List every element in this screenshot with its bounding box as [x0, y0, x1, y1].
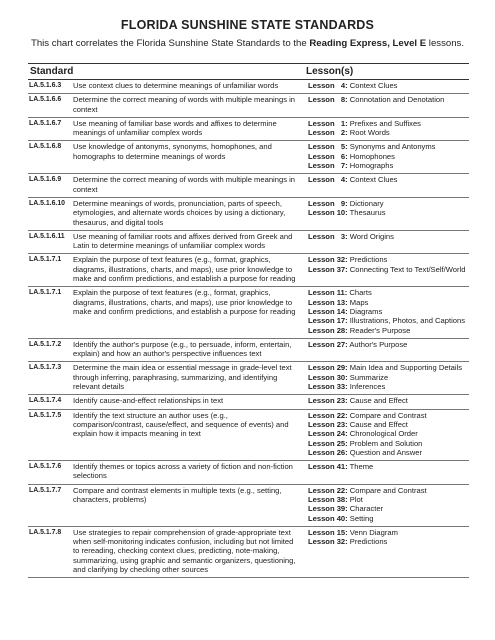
lesson-item	[308, 307, 467, 316]
standard-description: Determine the correct meaning of words with multiple meanings in context	[71, 94, 304, 118]
lesson-item	[308, 161, 467, 170]
lesson-title: Homographs	[347, 161, 394, 171]
lesson-number: Lesson 41:	[308, 462, 348, 472]
standard-description: Use context clues to determine meanings of unfamiliar words	[71, 80, 304, 94]
lesson-list	[304, 409, 469, 460]
lesson-list	[304, 230, 469, 254]
lesson-number: Lesson 30:	[308, 372, 348, 382]
standard-code: LA.5.1.6.3	[28, 80, 71, 94]
column-header-standard: Standard	[28, 64, 304, 80]
lesson-title: Reader's Purpose	[347, 325, 411, 335]
subtitle-prefix: This chart correlates the Florida Sunshine State Standards to the	[30, 38, 310, 49]
lesson-item	[308, 448, 467, 457]
lesson-number: Lesson 4:	[308, 175, 348, 185]
lesson-title: Summarize	[347, 372, 389, 382]
lesson-item	[308, 326, 467, 335]
lesson-title: Thesaurus	[347, 208, 386, 218]
standards-table	[28, 63, 469, 578]
lesson-number: Lesson 14:	[308, 306, 348, 316]
lesson-item	[308, 232, 467, 241]
lesson-list	[304, 141, 469, 174]
lesson-number: Lesson 22:	[308, 410, 348, 420]
lesson-title: Prefixes and Suffixes	[347, 118, 421, 128]
lesson-number: Lesson 27:	[308, 339, 348, 349]
standard-description: Compare and contrast elements in multiple texts (e.g., setting, characters, problems)	[71, 484, 304, 526]
standard-description: Determine the main idea or essential message in grade-level text through inferring, paraphrasing, summarizing, and identifying relevant details	[71, 362, 304, 395]
lesson-item	[308, 420, 467, 429]
standard-description: Explain the purpose of text features (e.g., format, graphics, diagrams, illustrations, charts, and maps), use prior knowledge to make and confirm predictions, and establish a purpose for reading	[71, 254, 304, 287]
lesson-title: Question and Answer	[347, 447, 422, 457]
table-header-row	[28, 64, 469, 80]
lesson-title: Chronological Order	[347, 429, 418, 439]
table-row	[28, 362, 469, 395]
lesson-title: Plot	[347, 494, 363, 504]
standard-description: Use meaning of familiar base words and affixes to determine meanings of unfamiliar complex words	[71, 117, 304, 141]
lesson-list	[304, 254, 469, 287]
lesson-item	[308, 128, 467, 137]
table-row	[28, 484, 469, 526]
lesson-list	[304, 484, 469, 526]
lesson-item	[308, 396, 467, 405]
lesson-number: Lesson 23:	[308, 419, 348, 429]
lesson-item	[308, 255, 467, 264]
lesson-item	[308, 81, 467, 90]
standard-description: Use knowledge of antonyms, synonyms, homophones, and homographs to determine meanings of words	[71, 141, 304, 174]
table-row	[28, 461, 469, 485]
standard-code: LA.5.1.7.4	[28, 395, 71, 409]
lesson-list	[304, 338, 469, 362]
lesson-item	[308, 175, 467, 184]
lesson-list	[304, 287, 469, 338]
lesson-item	[308, 265, 467, 274]
subtitle-suffix: lessons.	[426, 38, 465, 49]
standard-code: LA.5.1.6.9	[28, 174, 71, 198]
lesson-title: Homophones	[347, 151, 395, 161]
table-row	[28, 94, 469, 118]
table-row	[28, 117, 469, 141]
lesson-item	[308, 298, 467, 307]
lesson-title: Compare and Contrast	[347, 410, 427, 420]
table-row	[28, 338, 469, 362]
lesson-number: Lesson 24:	[308, 429, 348, 439]
lesson-number: Lesson 17:	[308, 316, 348, 326]
lesson-list	[304, 526, 469, 577]
lesson-number: Lesson 5:	[308, 142, 348, 152]
lesson-title: Synonyms and Antonyms	[347, 142, 436, 152]
lesson-title: Charts	[347, 288, 372, 298]
lesson-item	[308, 373, 467, 382]
lesson-title: Diagrams	[347, 306, 383, 316]
standard-code: LA.5.1.7.1	[28, 254, 71, 287]
lesson-title: Maps	[347, 297, 369, 307]
table-row	[28, 395, 469, 409]
lesson-item	[308, 514, 467, 523]
lesson-item	[308, 95, 467, 104]
lesson-title: Theme	[347, 462, 374, 472]
lesson-number: Lesson 7:	[308, 161, 348, 171]
table-row	[28, 409, 469, 460]
lesson-list	[304, 94, 469, 118]
standard-code: LA.5.1.7.5	[28, 409, 71, 460]
lesson-title: Character	[347, 504, 384, 514]
lesson-list	[304, 174, 469, 198]
lesson-title: Predictions	[347, 537, 388, 547]
standard-description: Determine meanings of words, pronunciation, parts of speech, etymologies, and alternate words choices by using a dictionary, thesaurus, and digital tools	[71, 197, 304, 230]
lesson-item	[308, 316, 467, 325]
standard-code: LA.5.1.7.8	[28, 526, 71, 577]
lesson-number: Lesson 38:	[308, 494, 348, 504]
lesson-list	[304, 395, 469, 409]
lesson-item	[308, 537, 467, 546]
lesson-title: Connecting Text to Text/Self/World	[347, 264, 466, 274]
standard-code: LA.5.1.6.10	[28, 197, 71, 230]
lesson-number: Lesson 40:	[308, 513, 348, 523]
lesson-number: Lesson 3:	[308, 231, 348, 241]
table-row	[28, 526, 469, 577]
lesson-item	[308, 528, 467, 537]
lesson-number: Lesson 9:	[308, 198, 348, 208]
table-row	[28, 197, 469, 230]
lesson-number: Lesson 39:	[308, 504, 348, 514]
standard-code: LA.5.1.7.1	[28, 287, 71, 338]
standard-code: LA.5.1.6.7	[28, 117, 71, 141]
lesson-item	[308, 486, 467, 495]
table-row	[28, 254, 469, 287]
lesson-item	[308, 462, 467, 471]
lesson-title: Inferences	[347, 382, 386, 392]
lesson-title: Cause and Effect	[347, 419, 408, 429]
lesson-list	[304, 362, 469, 395]
lesson-list	[304, 461, 469, 485]
lesson-item	[308, 429, 467, 438]
lesson-title: Problem and Solution	[347, 438, 423, 448]
table-body	[28, 80, 469, 578]
lesson-item	[308, 142, 467, 151]
standard-description: Identify the author's purpose (e.g., to persuade, inform, entertain, explain) and how an author's perspective influences text	[71, 338, 304, 362]
lesson-title: Word Origins	[347, 231, 394, 241]
lesson-number: Lesson 26:	[308, 447, 348, 457]
lesson-title: Connotation and Denotation	[347, 95, 445, 105]
standard-code: LA.5.1.7.6	[28, 461, 71, 485]
lesson-number: Lesson 28:	[308, 325, 348, 335]
page-subtitle	[0, 38, 495, 49]
lesson-title: Author's Purpose	[347, 339, 408, 349]
subtitle-bold: Reading Express, Level E	[309, 38, 427, 49]
lesson-number: Lesson 22:	[308, 485, 348, 495]
lesson-title: Setting	[347, 513, 374, 523]
table-row	[28, 230, 469, 254]
lesson-title: Compare and Contrast	[347, 485, 427, 495]
standard-description: Identify the text structure an author uses (e.g., comparison/contrast, cause/effect, and sequence of events) and explain how it impacts meaning in text	[71, 409, 304, 460]
lesson-title: Root Words	[347, 128, 390, 138]
standard-code: LA.5.1.6.11	[28, 230, 71, 254]
lesson-list	[304, 117, 469, 141]
lesson-number: Lesson 25:	[308, 438, 348, 448]
standard-description: Determine the correct meaning of words with multiple meanings in context	[71, 174, 304, 198]
lesson-number: Lesson 32:	[308, 537, 348, 547]
lesson-item	[308, 288, 467, 297]
lesson-number: Lesson 11:	[308, 288, 348, 298]
standard-description: Identify themes or topics across a variety of fiction and non-fiction selections	[71, 461, 304, 485]
standard-description: Explain the purpose of text features (e.g., format, graphics, diagrams, illustrations, charts, and maps), use prior knowledge to make and confirm predictions, and establish a purpose for reading	[71, 287, 304, 338]
lesson-title: Predictions	[347, 255, 388, 265]
lesson-item	[308, 199, 467, 208]
lesson-list	[304, 197, 469, 230]
standard-code: LA.5.1.6.8	[28, 141, 71, 174]
standard-code: LA.5.1.7.2	[28, 338, 71, 362]
table-row	[28, 80, 469, 94]
standard-description: Use meaning of familiar roots and affixes derived from Greek and Latin to determine meanings of unfamiliar complex words	[71, 230, 304, 254]
lesson-item	[308, 439, 467, 448]
lesson-item	[308, 495, 467, 504]
lesson-title: Dictionary	[347, 198, 384, 208]
lesson-number: Lesson 4:	[308, 81, 348, 90]
lesson-item	[308, 382, 467, 391]
standard-code: LA.5.1.6.6	[28, 94, 71, 118]
page-title: FLORIDA SUNSHINE STATE STANDARDS	[120, 18, 375, 32]
lesson-number: Lesson 1:	[308, 118, 348, 128]
lesson-number: Lesson 2:	[308, 128, 348, 138]
lesson-number: Lesson 37:	[308, 264, 348, 274]
lesson-title: Illustrations, Photos, and Captions	[347, 316, 466, 326]
lesson-item	[308, 411, 467, 420]
lesson-number: Lesson 6:	[308, 151, 348, 161]
lesson-number: Lesson 32:	[308, 255, 348, 265]
lesson-number: Lesson 10:	[308, 208, 348, 218]
lesson-title: Context Clues	[347, 175, 398, 185]
column-header-lessons: Lesson(s)	[304, 64, 469, 80]
lesson-list	[304, 80, 469, 94]
lesson-number: Lesson 15:	[308, 527, 348, 537]
table-row	[28, 287, 469, 338]
lesson-title: Cause and Effect	[347, 396, 408, 406]
lesson-title: Venn Diagram	[347, 527, 398, 537]
lesson-item	[308, 208, 467, 217]
lesson-title: Main Idea and Supporting Details	[347, 363, 463, 373]
standard-code: LA.5.1.7.3	[28, 362, 71, 395]
table-row	[28, 174, 469, 198]
lesson-number: Lesson 33:	[308, 382, 348, 392]
lesson-number: Lesson 29:	[308, 363, 348, 373]
lesson-title: Context Clues	[347, 81, 398, 90]
table-row	[28, 141, 469, 174]
lesson-item	[308, 504, 467, 513]
lesson-item	[308, 119, 467, 128]
lesson-number: Lesson 23:	[308, 396, 348, 406]
lesson-number: Lesson 8:	[308, 95, 348, 105]
lesson-item	[308, 363, 467, 372]
lesson-number: Lesson 13:	[308, 297, 348, 307]
lesson-item	[308, 340, 467, 349]
lesson-item	[308, 152, 467, 161]
standard-description: Identify cause-and-effect relationships in text	[71, 395, 304, 409]
standard-description: Use strategies to repair comprehension of grade-appropriate text when self-monitoring indicates confusion, including but not limited to rereading, checking context clues, predicting, note-making, summarizing, using graphic and semantic organizers, questioning, and clarifying by checking other sources	[71, 526, 304, 577]
standard-code: LA.5.1.7.7	[28, 484, 71, 526]
